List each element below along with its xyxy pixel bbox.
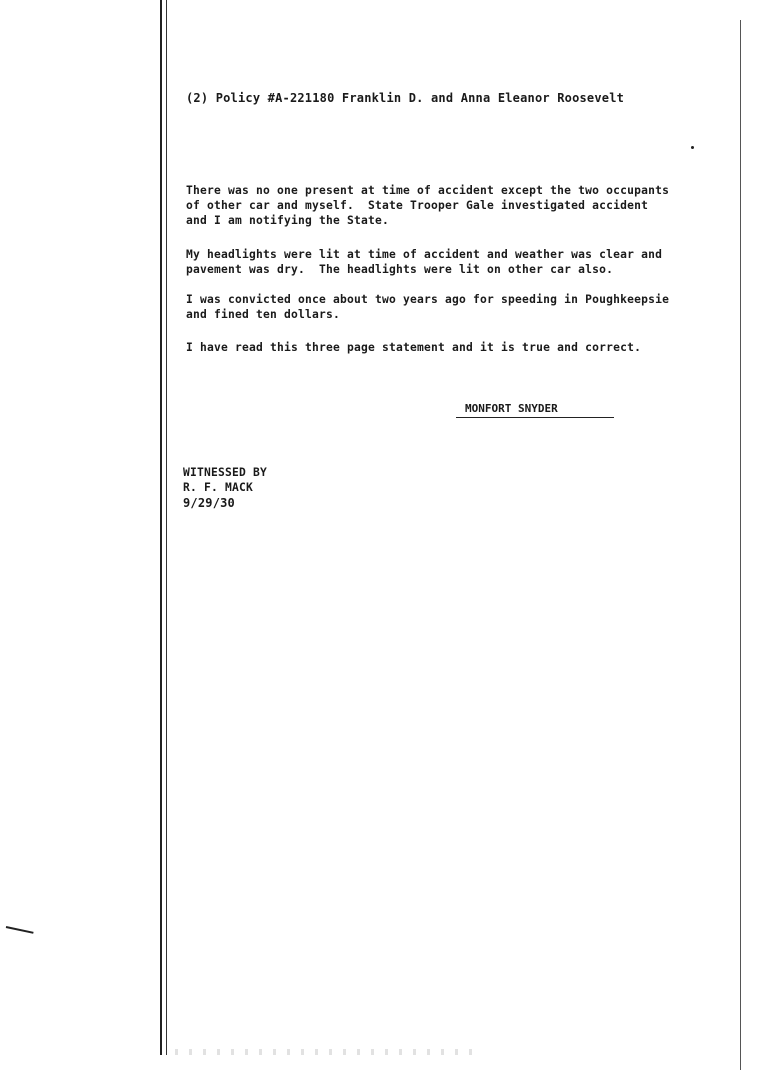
paragraph-3-line-1: I was convicted once about two years ago for speeding in Poughkeepsie — [186, 293, 670, 306]
paragraph-4-line-1: I have read this three page statement and it is true and correct. — [186, 341, 642, 354]
paragraph-3-line-2: and fined ten dollars. — [186, 308, 341, 321]
witness-name: R. F. MACK — [183, 481, 254, 494]
witness-date: 9/29/30 — [183, 496, 235, 510]
stray-dot-mark — [691, 146, 694, 149]
paragraph-2-line-2: pavement was dry. The headlights were lit on other car also. — [186, 263, 614, 276]
paragraph-1-line-2: of other car and myself. State Trooper Gale investigated accident — [186, 199, 649, 212]
paragraph-2-line-1: My headlights were lit at time of accident and weather was clear and — [186, 248, 663, 261]
margin-rule-right — [740, 20, 741, 1070]
paragraph-1-line-1: There was no one present at time of accident except the two occupants — [186, 184, 670, 197]
signature-line — [456, 417, 614, 418]
paragraph-1-line-3: and I am notifying the State. — [186, 214, 390, 227]
stray-pen-mark — [6, 926, 34, 934]
signature: MONFORT SNYDER — [465, 402, 558, 415]
margin-rule-left-inner — [166, 0, 167, 1055]
margin-rule-left-outer — [160, 0, 162, 1055]
scan-noise — [175, 1049, 475, 1055]
policy-line: (2) Policy #A-221180 Franklin D. and Anna Eleanor Roosevelt — [186, 91, 625, 105]
witness-label: WITNESSED BY — [183, 466, 268, 479]
